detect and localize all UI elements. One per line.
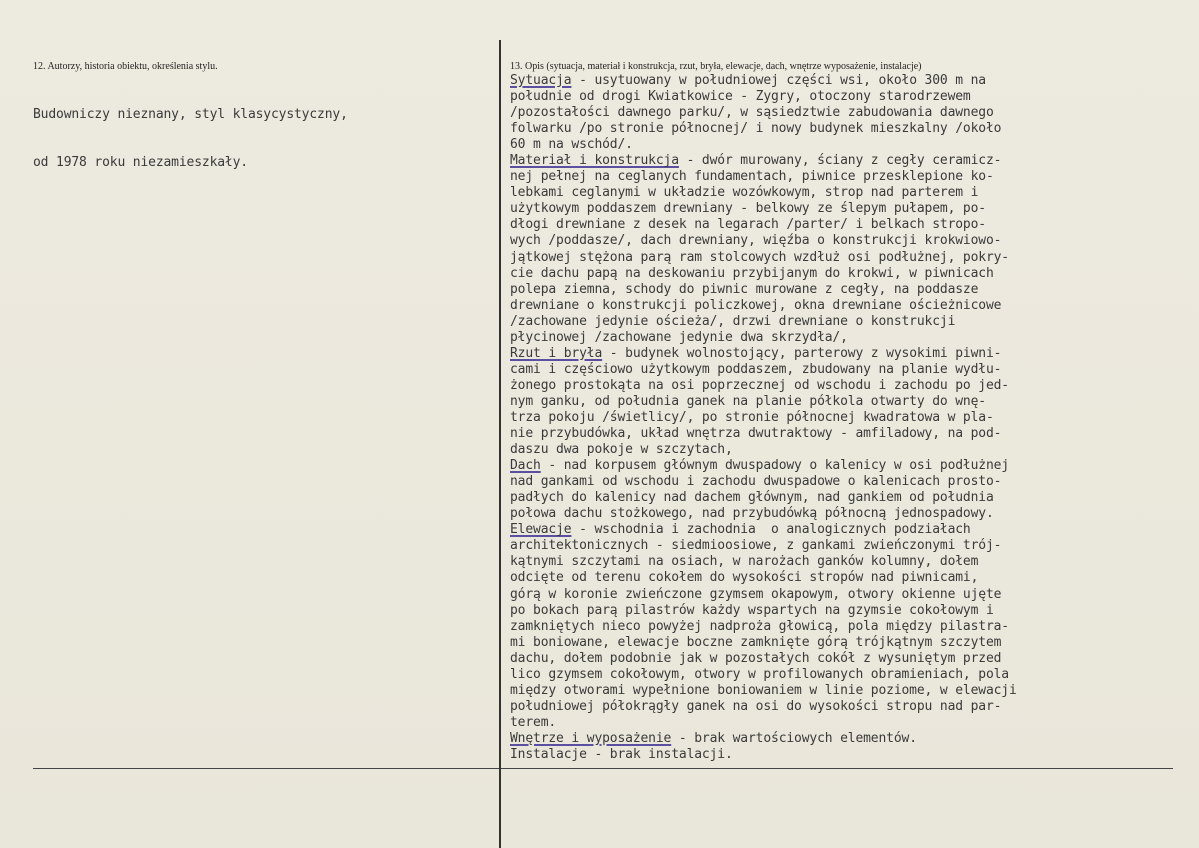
subsection-heading: Wnętrze i wyposażenie (510, 730, 672, 746)
section-13-text (510, 73, 1017, 763)
section-13-line (510, 378, 1017, 394)
section-13-line (510, 667, 1017, 683)
section-13-line (510, 522, 1017, 538)
section-13-line-text: lico gzymsem cokołowym, otwory w profilowanych obramieniach, pola (510, 666, 1009, 682)
section-13-line-text: nie przybudówka, układ wnętrza dwutraktowy - amfiladowy, na pod- (510, 426, 1002, 442)
section-13-line (510, 458, 1017, 474)
section-13-line-text: między otworami wypełnione boniowaniem w linie poziome, w elewacji (510, 682, 1017, 698)
section-13-line-text: cie dachu papą na deskowaniu przybijanym do krokwi, w piwnicach (510, 265, 994, 281)
subsection-heading: Elewacje (510, 522, 572, 538)
section-13-line (510, 619, 1017, 635)
section-13-line (510, 105, 1017, 121)
section-13-line-text: dłogi drewniane z desek na legarach /parter/ i belkach stropo- (510, 217, 986, 233)
section-13-line-text: dachu, dołem podobnie jak w pozostałych cokół z wysuniętym przed (510, 650, 1002, 666)
section-13-line-text: żonego prostokąta na osi poprzecznej od wschodu i zachodu po jed- (510, 377, 1009, 393)
section-13-line-text: - usytuowany w południowej części wsi, około 300 m na (571, 73, 986, 88)
section-13-line-text: Instalacje - brak instalacji. (510, 746, 733, 762)
section-13-line-text: nad gankami od wschodu i zachodu dwuspadowe o kalenicach prosto- (510, 474, 1002, 490)
section-13-line (510, 538, 1017, 554)
section-13-line (510, 362, 1017, 378)
section-13-line (510, 201, 1017, 217)
section-13-heading: 13. Opis (sytuacja, materiał i konstrukcja, rzut, bryła, elewacje, dach, wnętrze wyposażenie, instalacje) (510, 61, 922, 72)
subsection-heading: Materiał i konstrukcja (510, 153, 679, 169)
section-13-line-text: nym ganku, od południa ganek na planie półkola otwarty do wnę- (510, 393, 986, 409)
section-13-line-text: odcięte od terenu cokołem do wysokości stropów nad piwnicami, (510, 570, 979, 586)
subsection-heading: Rzut i bryła (510, 345, 603, 361)
section-13-line (510, 699, 1017, 715)
section-13-line (510, 554, 1017, 570)
section-13-line-text: po bokach parą pilastrów każdy wspartych na gzymsie cokołowym i (510, 602, 994, 618)
section-13-line-text: - nad korpusem głównym dwuspadowy o kalenicy w osi podłużnej (540, 458, 1009, 474)
section-13-line (510, 330, 1017, 346)
section-13-line-text: /pozostałości dawnego parku/, w sąsiedztwie zabudowania dawnego (510, 105, 994, 121)
section-13-line (510, 587, 1017, 603)
section-13-line-text: kątnymi szczytami na osiach, w narożach ganków kolumny, dołem (510, 554, 979, 570)
subsection-heading: Dach (510, 458, 541, 474)
section-13-line (510, 394, 1017, 410)
subsection-heading: Sytuacja (510, 73, 572, 88)
section-13-line (510, 490, 1017, 506)
section-13-line-text: połowa dachu stożkowego, nad przybudówką północną jednospadowy. (510, 506, 994, 522)
section-13-line-text: jątkowej stężona parą ram stolcowych wzdłuż osi podłużnej, pokry- (510, 249, 1009, 265)
section-13-line (510, 635, 1017, 651)
section-12-text (33, 75, 348, 203)
section-13-line (510, 683, 1017, 699)
section-13-line-text: folwarku /po stronie północnej/ i nowy budynek mieszkalny /około (510, 121, 1002, 137)
section-13-line-text: płycinowej /zachowane jedynie dwa skrzydła/, (510, 329, 848, 345)
section-13-line (510, 570, 1017, 586)
section-13-line (510, 233, 1017, 249)
section-13-line-text: - budynek wolnostojący, parterowy z wysokimi piwni- (602, 345, 1002, 361)
section-12-line: od 1978 roku niezamieszkały. (33, 155, 248, 171)
section-13-line (510, 603, 1017, 619)
section-13-line-text: /zachowane jedynie ościeża/, drzwi drewniane o konstrukcji (510, 313, 956, 329)
section-13-line-text: zamkniętych nieco powyżej nadproża głowicą, pola między pilastra- (510, 618, 1009, 634)
section-13-line-text: górą w koronie zwieńczone gzymsem okapowym, otwory okienne ujęte (510, 586, 1002, 602)
section-13-line-text: południowej półokrągły ganek na osi do wysokości stropu nad par- (510, 698, 1002, 714)
section-13-line (510, 137, 1017, 153)
section-13-line (510, 121, 1017, 137)
section-13-line (510, 153, 1017, 169)
section-13-line-text: padłych do kalenicy nad dachem głównym, nad gankiem od południa (510, 490, 994, 506)
section-13-line-text: trza pokoju /świetlicy/, po stronie północnej kwadratowa w pla- (510, 409, 994, 425)
right-footer-rule (501, 768, 1173, 769)
section-13-line (510, 298, 1017, 314)
section-13-line (510, 715, 1017, 731)
section-13-line-text: drewniane o konstrukcji policzkowej, okna drewniane ościeżnicowe (510, 297, 1002, 313)
section-13-line (510, 442, 1017, 458)
section-13-line-text: architektonicznych - siedmioosiowe, z gankami zwieńczonymi trój- (510, 538, 1002, 554)
section-13-line-text: - wschodnia i zachodnia o analogicznych podziałach (571, 522, 971, 538)
section-13-line (510, 747, 1017, 763)
section-13-line (510, 217, 1017, 233)
section-13-line-text: daszu dwa pokoje w szczytach, (510, 442, 733, 458)
section-13-line-text: cami i częściowo użytkowym poddaszem, zbudowany na planie wydłu- (510, 361, 1002, 377)
section-13-line-text: lebkami ceglanymi w układzie wozówkowym, strop nad parterem i (510, 185, 979, 201)
section-13-line-text: nej pełnej na ceglanych fundamentach, piwnice przesklepione ko- (510, 169, 994, 185)
section-13-line (510, 89, 1017, 105)
section-13-line-text: południe od drogi Kwiatkowice - Zygry, otoczony starodrzewem (510, 89, 971, 105)
section-13-line-text: - brak wartościowych elementów. (671, 730, 917, 746)
section-13-line-text: terem. (510, 714, 557, 730)
section-13-line (510, 426, 1017, 442)
section-13-line (510, 474, 1017, 490)
section-13-line (510, 346, 1017, 362)
section-13-line (510, 651, 1017, 667)
section-13-line-text: wych /poddasze/, dach drewniany, więźba o konstrukcji krokwiowo- (510, 233, 1002, 249)
section-13-line-text: - dwór murowany, ściany z cegły ceramicz- (678, 153, 1002, 169)
section-13-line-text: użytkowym poddaszem drewniany - belkowy ze ślepym pułapem, po- (510, 201, 986, 217)
section-12-line: Budowniczy nieznany, styl klasycystyczny, (33, 107, 348, 123)
section-13-line-text: polepa ziemna, schody do piwnic murowane z cegły, na poddasze (510, 281, 979, 297)
section-13-line (510, 266, 1017, 282)
section-13-line-text: 60 m na wschód/. (510, 137, 633, 153)
column-divider (499, 40, 501, 848)
section-13-line (510, 250, 1017, 266)
section-13-line (510, 506, 1017, 522)
section-13-line (510, 410, 1017, 426)
section-13-line (510, 185, 1017, 201)
section-13-line (510, 314, 1017, 330)
section-13-line-text: mi boniowane, elewacje boczne zamknięte górą trójkątnym szczytem (510, 634, 1002, 650)
section-13-line (510, 282, 1017, 298)
section-13-line (510, 73, 1017, 89)
section-13-line (510, 169, 1017, 185)
section-13-line (510, 731, 1017, 747)
left-footer-rule (33, 768, 499, 769)
section-12-heading: 12. Autorzy, historia obiektu, określenia stylu. (33, 61, 218, 72)
